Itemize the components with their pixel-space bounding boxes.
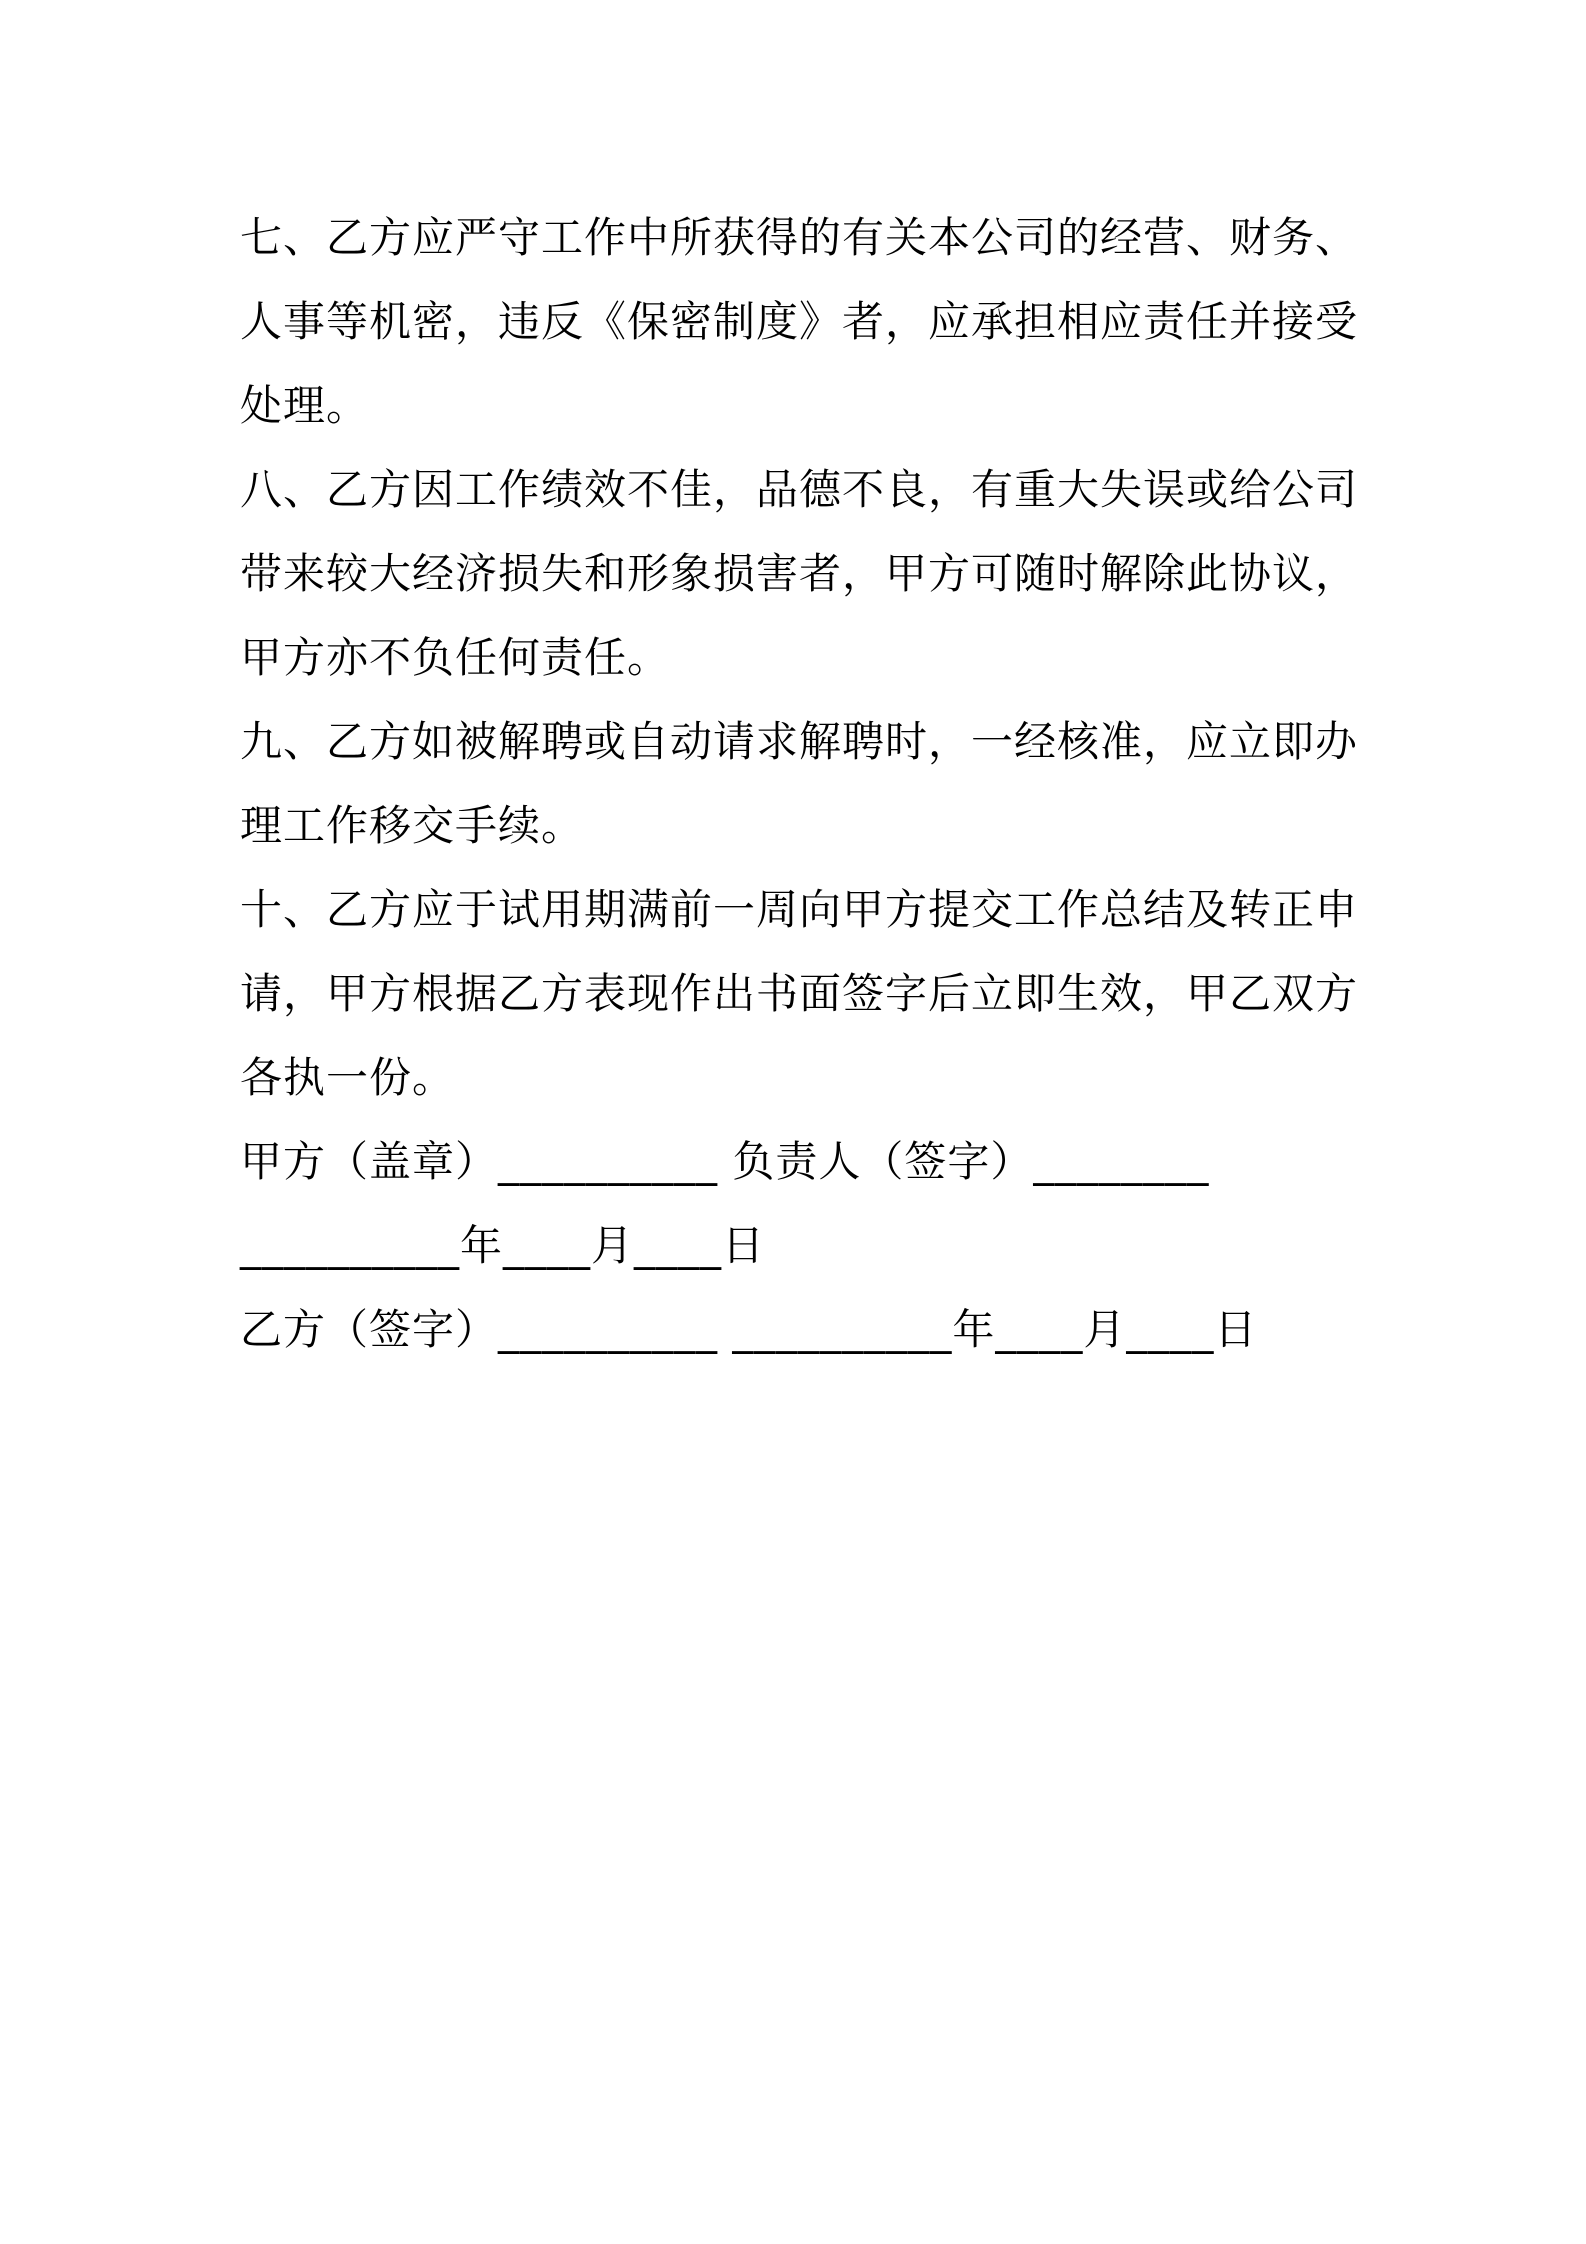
clause-7 bbox=[240, 196, 1370, 448]
clause-10 bbox=[240, 868, 1370, 1120]
clause-9-line-1: 九、乙方如被解聘或自动请求解聘时，一经核准，应立即办 bbox=[240, 717, 1359, 766]
clause-8-line-2: 带来较大经济损失和形象损害者，甲方可随时解除此协议， bbox=[240, 549, 1359, 598]
clause-10-line-2: 请，甲方根据乙方表现作出书面签字后立即生效，甲乙双方 bbox=[240, 969, 1359, 1018]
document-body bbox=[240, 196, 1370, 1372]
party-a-date-line: __________年____月____日 bbox=[240, 1221, 766, 1270]
clause-8 bbox=[240, 448, 1370, 700]
clause-10-line-1: 十、乙方应于试用期满前一周向甲方提交工作总结及转正申 bbox=[240, 885, 1359, 934]
party-b-signature-line: 乙方（签字）__________ __________年____月____日 bbox=[240, 1305, 1258, 1354]
signature-block bbox=[240, 1120, 1370, 1372]
clause-7-line-2: 人事等机密，违反《保密制度》者，应承担相应责任并接受 bbox=[240, 297, 1359, 346]
party-a-signature-line: 甲方（盖章）__________ 负责人（签字）________ bbox=[240, 1137, 1210, 1186]
clause-9 bbox=[240, 700, 1370, 868]
clause-7-line-3: 处理。 bbox=[240, 381, 370, 430]
clause-7-line-1: 七、乙方应严守工作中所获得的有关本公司的经营、财务、 bbox=[240, 213, 1359, 262]
clause-8-line-3: 甲方亦不负任何责任。 bbox=[240, 633, 671, 682]
clause-8-line-1: 八、乙方因工作绩效不佳，品德不良，有重大失误或给公司 bbox=[240, 465, 1359, 514]
clause-10-line-3: 各执一份。 bbox=[240, 1053, 456, 1102]
clause-9-line-2: 理工作移交手续。 bbox=[240, 801, 585, 850]
